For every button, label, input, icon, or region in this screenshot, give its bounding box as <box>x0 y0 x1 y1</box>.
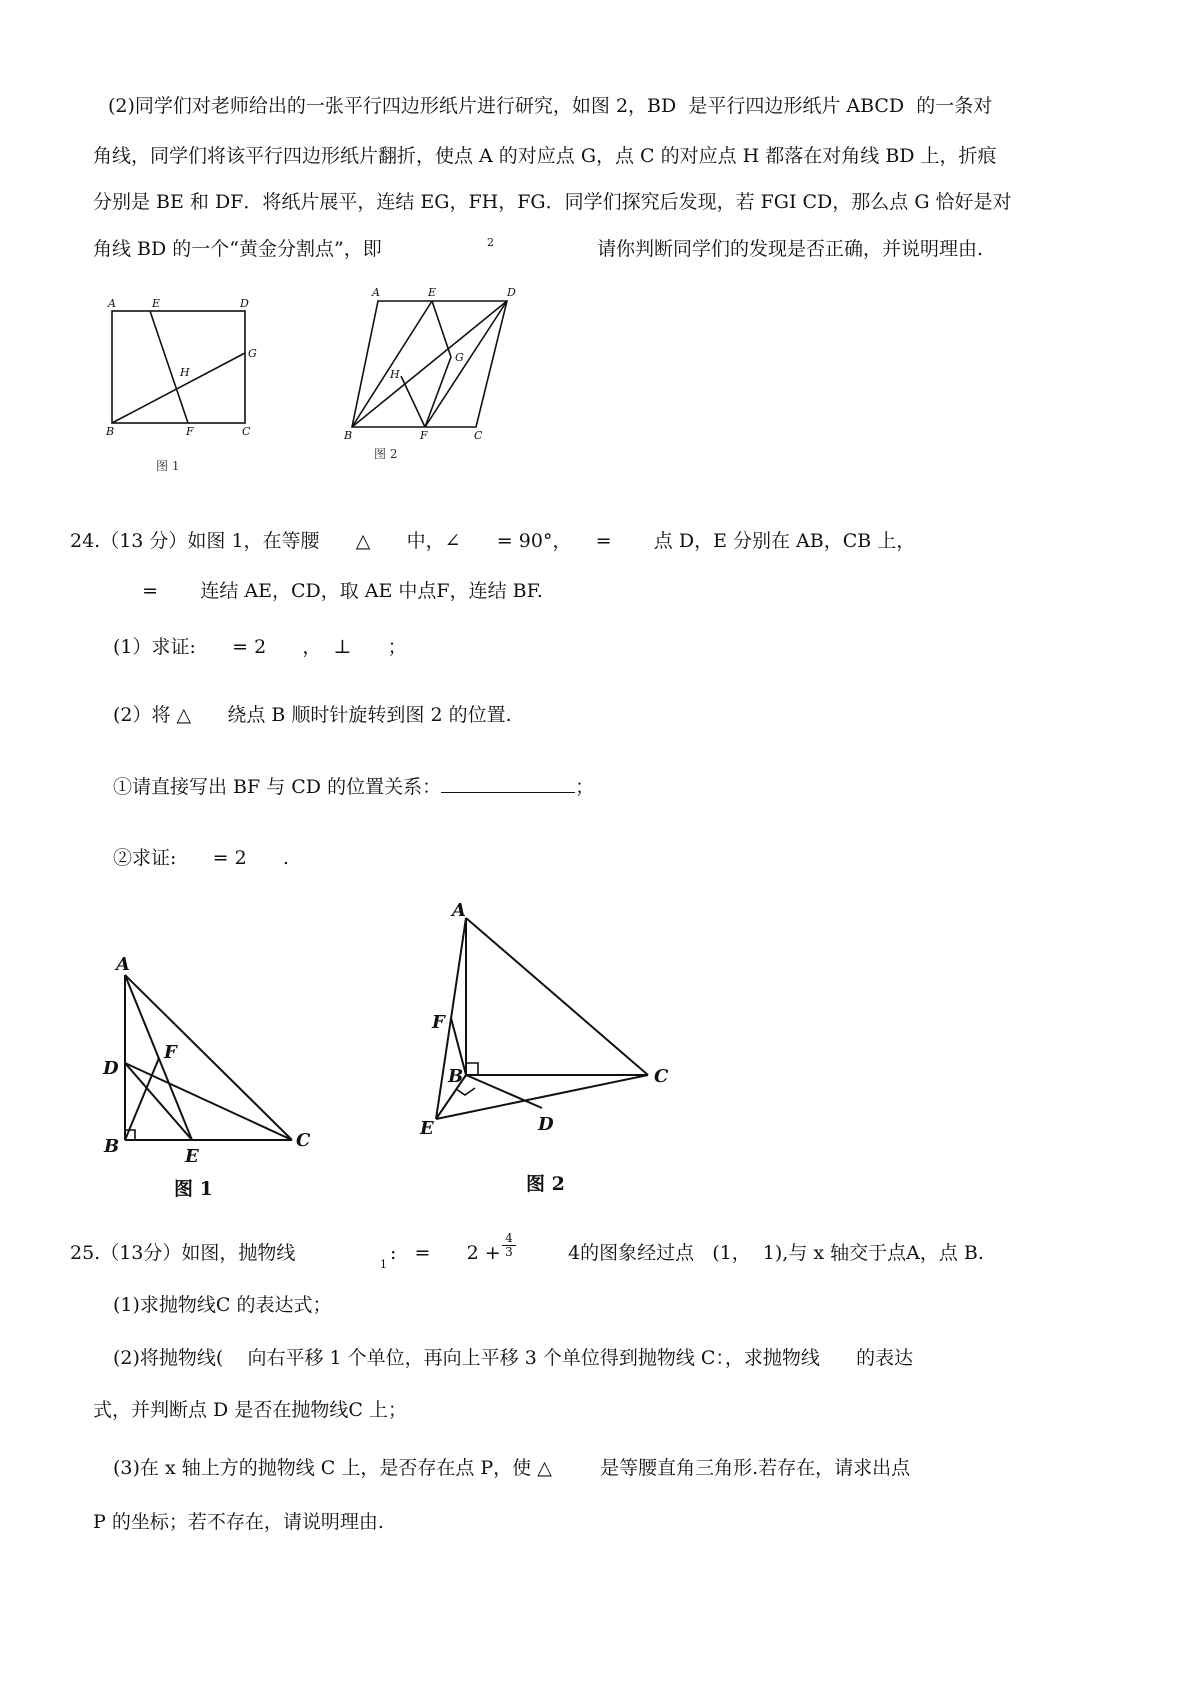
q24-part-2: (2）将 △ 绕点 B 顺时针旋转到图 2 的位置. <box>113 704 512 726</box>
fig1-label-h: H <box>180 366 190 379</box>
q24-line-1: 24.（13 分）如图 1，在等腰 △ 中，∠ = 90°， = 点 D，E 分别在 AB，CB 上， <box>70 530 916 552</box>
fig2-caption: 图 2 <box>374 447 398 461</box>
fig2-label-h: H <box>390 368 400 381</box>
q24-fig2-label-b: B <box>448 1066 464 1087</box>
q24-fig2-label-a: A <box>452 900 466 921</box>
fig1-label-f: F <box>186 425 194 438</box>
q23-figure-1 <box>100 298 270 473</box>
q24-part-2-1 <box>113 774 594 800</box>
q24-fig1-label-d: D <box>103 1058 119 1079</box>
q25-part-3b: P 的坐标；若不存在，请说明理由. <box>93 1511 384 1533</box>
q25-part-1: (1)求抛物线C 的表达式； <box>113 1294 332 1316</box>
q25-part-3a: (3)在 x 轴上方的抛物线 C 上，是否存在点 P，使 △ 是等腰直角三角形.若存在，请求出点 <box>113 1457 911 1479</box>
fig1-label-d: D <box>240 298 249 310</box>
q24-fig1-label-c: C <box>296 1130 311 1151</box>
q25-part-2a: (2)将抛物线( 向右平移 1 个单位，再向上平移 3 个单位得到抛物线 C：，求抛物线 的表达 <box>113 1347 914 1369</box>
q25-line-1c: 4的图象经过点 (1， 1),与 x 轴交于点A，点 B. <box>568 1242 984 1264</box>
q23-line-4a: 角线 BD 的一个“黄金分割点”，即 <box>93 238 382 260</box>
q25-line-1a: 25.（13分）如图，抛物线 <box>70 1242 296 1264</box>
fig2-label-a: A <box>372 286 380 299</box>
q24-fig2-label-f: F <box>432 1012 445 1033</box>
fig1-label-b: B <box>106 425 115 438</box>
q23-fraction: 2 <box>487 236 494 249</box>
q23-line-2: 角线，同学们将该平行四边形纸片翻折，使点 A 的对应点 G，点 C 的对应点 H 都落在对角线 BD 上，折痕 <box>93 145 997 167</box>
q23-line-1: (2)同学们对老师给出的一张平行四边形纸片进行研究，如图 2，BD 是平行四边形纸片 ABCD 的一条对 <box>108 95 993 117</box>
q24-part-1: (1）求证: = 2 ， ⊥ ； <box>113 636 407 658</box>
q24-fig1-label-f: F <box>164 1042 177 1063</box>
answer-blank[interactable] <box>441 774 575 793</box>
q24-fig2-label-c: C <box>654 1066 669 1087</box>
fig1-label-g: G <box>248 347 257 360</box>
q24-line-2: = 连结 AE，CD，取 AE 中点F，连结 BF. <box>124 580 543 602</box>
q25-subscript: 1 <box>380 1258 387 1271</box>
q24-part-2-1-text: ①请直接写出 BF 与 CD 的位置关系： <box>113 776 442 798</box>
q25-fraction-denominator: 3 <box>502 1245 516 1259</box>
q24-fig2-label-e: E <box>420 1118 434 1139</box>
fig1-label-e: E <box>152 298 161 310</box>
fig1-label-c: C <box>242 425 251 438</box>
q24-figure-2 <box>410 900 680 1200</box>
fig2-label-d: D <box>507 286 516 299</box>
q25-fraction-numerator: 4 <box>505 1231 513 1245</box>
fig1-label-a: A <box>108 298 116 310</box>
q25-part-2b: 式，并判断点 D 是否在抛物线C 上； <box>93 1399 407 1421</box>
q25-line-1b: : = 2 + <box>390 1242 501 1264</box>
q24-fig2-caption: 图 2 <box>526 1173 565 1195</box>
q25-fraction <box>502 1232 516 1259</box>
fig2-label-e: E <box>428 286 437 299</box>
q24-fig1-label-a: A <box>116 954 130 975</box>
q24-fig1-label-b: B <box>104 1136 120 1157</box>
q23-figure-2 <box>340 286 530 476</box>
fig2-label-g: G <box>455 351 464 364</box>
q24-figure-1 <box>100 950 330 1212</box>
q24-fig1-label-e: E <box>185 1146 199 1167</box>
fig2-label-b: B <box>344 429 353 442</box>
fig2-label-f: F <box>420 429 428 442</box>
q23-line-3: 分别是 BE 和 DF．将纸片展平，连结 EG，FH，FG．同学们探究后发现，若 FGI CD，那么点 G 恰好是对 <box>93 191 1012 213</box>
q24-part-2-1-end: ； <box>575 776 595 798</box>
q24-fig2-label-d: D <box>538 1114 554 1135</box>
q23-line-4b: 请你判断同学们的发现是否正确，并说明理由. <box>597 238 984 260</box>
fig1-caption: 图 1 <box>156 459 180 473</box>
fig2-label-c: C <box>474 429 483 442</box>
q24-fig1-caption: 图 1 <box>174 1178 213 1200</box>
q24-part-2-2: ②求证: = 2 . <box>113 847 289 869</box>
